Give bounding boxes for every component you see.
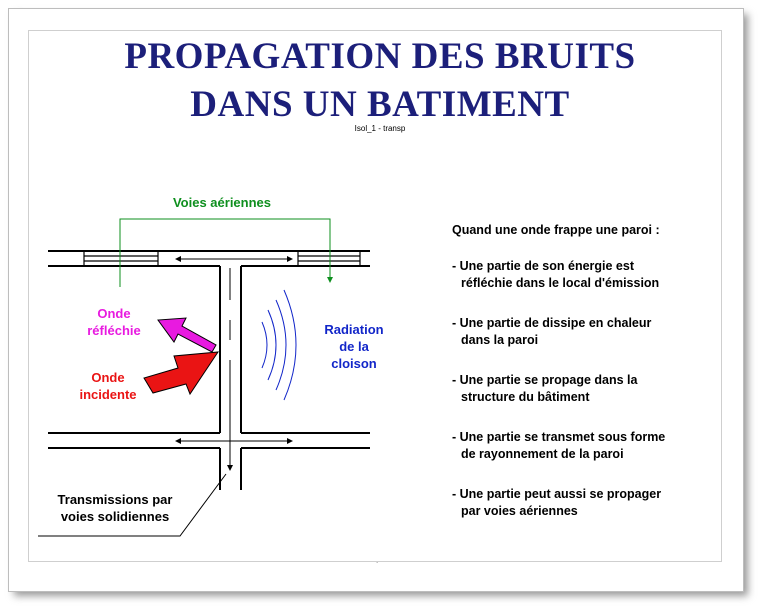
explanation-item bbox=[452, 258, 732, 292]
radiation-waves bbox=[262, 290, 296, 400]
footer-dot: . bbox=[376, 556, 379, 565]
explanation-item bbox=[452, 315, 732, 349]
label-line: voies solidiennes bbox=[60, 509, 170, 524]
window-left bbox=[84, 251, 158, 266]
label-line: de la bbox=[339, 339, 369, 354]
title-line-2: DANS UN BATIMENT bbox=[190, 84, 570, 125]
label-line: Radiation bbox=[324, 322, 384, 337]
label-line: incidente bbox=[79, 387, 137, 402]
item-line: structure du bâtiment bbox=[461, 390, 590, 404]
label-onde-reflechie bbox=[66, 305, 162, 339]
item-line: réfléchie dans le local d'émission bbox=[461, 276, 660, 290]
item-line: - Une partie de dissipe en chaleur bbox=[452, 316, 652, 330]
item-line: dans la paroi bbox=[461, 333, 539, 347]
item-line: de rayonnement de la paroi bbox=[461, 447, 624, 461]
item-line: par voies aériennes bbox=[461, 504, 578, 518]
label-line: Onde bbox=[97, 306, 131, 321]
window-right bbox=[298, 251, 360, 266]
item-line: - Une partie se transmet sous forme bbox=[452, 430, 666, 444]
label-voies-aeriennes: Voies aériennes bbox=[172, 195, 272, 210]
label-transmissions bbox=[40, 491, 190, 525]
reflected-wave-arrow bbox=[158, 318, 216, 352]
explanation-item bbox=[452, 486, 732, 520]
explanation-intro: Quand une onde frappe une paroi : bbox=[452, 223, 660, 237]
label-line: réfléchie bbox=[87, 323, 141, 338]
explanation-item bbox=[452, 429, 732, 463]
explanation-item bbox=[452, 372, 732, 406]
item-line: - Une partie peut aussi se propager bbox=[452, 487, 662, 501]
item-line: - Une partie de son énergie est bbox=[452, 259, 634, 273]
label-line: Transmissions par bbox=[57, 492, 173, 507]
lower-floor-slab bbox=[48, 433, 370, 490]
item-line: - Une partie se propage dans la bbox=[452, 373, 638, 387]
title-line-1: PROPAGATION DES BRUITS bbox=[124, 36, 636, 77]
label-line: Onde bbox=[91, 370, 125, 385]
explanation-panel bbox=[452, 222, 732, 543]
label-line: cloison bbox=[331, 356, 377, 371]
label-onde-incidente bbox=[60, 369, 156, 403]
label-radiation bbox=[314, 321, 394, 372]
subtitle: Isol_1 - transp bbox=[354, 124, 406, 133]
